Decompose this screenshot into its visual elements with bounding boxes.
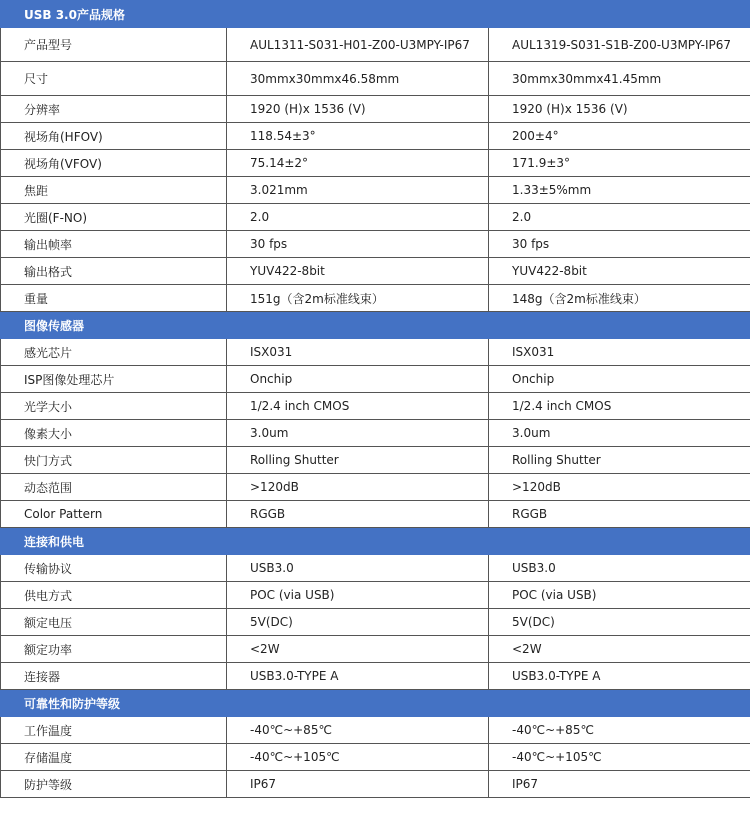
table-row <box>1 123 750 150</box>
spec-value-model-1: 30mmx30mmx46.58mm <box>227 62 489 96</box>
spec-value-model-1: Rolling Shutter <box>227 447 489 474</box>
spec-value-model-2: <2W <box>489 636 750 663</box>
table-row <box>1 285 750 312</box>
table-row <box>1 258 750 285</box>
table-row <box>1 771 750 798</box>
spec-label: 视场角(VFOV) <box>1 150 227 177</box>
table-row <box>1 231 750 258</box>
spec-label: 额定功率 <box>1 636 227 663</box>
table-row <box>1 96 750 123</box>
table-row <box>1 501 750 528</box>
spec-label: 光圈(F-NO) <box>1 204 227 231</box>
spec-value-model-2: POC (via USB) <box>489 582 750 609</box>
table-row <box>1 339 750 366</box>
spec-label: 尺寸 <box>1 62 227 96</box>
spec-label: 连接器 <box>1 663 227 690</box>
spec-label: 分辨率 <box>1 96 227 123</box>
spec-value-model-2: 1920 (H)x 1536 (V) <box>489 96 750 123</box>
table-row <box>1 420 750 447</box>
table-row <box>1 204 750 231</box>
spec-value-model-2: RGGB <box>489 501 750 528</box>
spec-value-model-2: 30mmx30mmx41.45mm <box>489 62 750 96</box>
spec-value-model-2: 171.9±3° <box>489 150 750 177</box>
table-row <box>1 717 750 744</box>
spec-value-model-2: 5V(DC) <box>489 609 750 636</box>
spec-value-model-2: ISX031 <box>489 339 750 366</box>
spec-value-model-2: -40℃~+105℃ <box>489 744 750 771</box>
spec-label: 供电方式 <box>1 582 227 609</box>
spec-value-model-1: 1/2.4 inch CMOS <box>227 393 489 420</box>
spec-label: 存储温度 <box>1 744 227 771</box>
table-row <box>1 636 750 663</box>
section-header <box>1 1 750 28</box>
spec-value-model-2: 148g（含2m标准线束） <box>489 285 750 312</box>
spec-value-model-1: <2W <box>227 636 489 663</box>
spec-value-model-1: YUV422-8bit <box>227 258 489 285</box>
spec-value-model-1: >120dB <box>227 474 489 501</box>
spec-label: 光学大小 <box>1 393 227 420</box>
spec-value-model-2: 30 fps <box>489 231 750 258</box>
spec-value-model-2: >120dB <box>489 474 750 501</box>
spec-value-model-2: 1.33±5%mm <box>489 177 750 204</box>
spec-value-model-2: -40℃~+85℃ <box>489 717 750 744</box>
spec-value-model-1: POC (via USB) <box>227 582 489 609</box>
section-header <box>1 312 750 339</box>
spec-value-model-2: 2.0 <box>489 204 750 231</box>
section-title: USB 3.0产品规格 <box>1 1 750 28</box>
spec-value-model-2: USB3.0-TYPE A <box>489 663 750 690</box>
spec-label: 输出帧率 <box>1 231 227 258</box>
spec-value-model-1: IP67 <box>227 771 489 798</box>
section-title: 可靠性和防护等级 <box>1 690 750 717</box>
spec-value-model-1: USB3.0-TYPE A <box>227 663 489 690</box>
spec-value-model-1: 5V(DC) <box>227 609 489 636</box>
table-row <box>1 177 750 204</box>
spec-value-model-2: IP67 <box>489 771 750 798</box>
table-row <box>1 366 750 393</box>
table-row <box>1 474 750 501</box>
spec-value-model-2: 3.0um <box>489 420 750 447</box>
spec-label: 焦距 <box>1 177 227 204</box>
spec-value-model-1: 3.021mm <box>227 177 489 204</box>
spec-value-model-1: 151g（含2m标准线束） <box>227 285 489 312</box>
spec-value-model-2: 200±4° <box>489 123 750 150</box>
table-row <box>1 663 750 690</box>
table-row <box>1 393 750 420</box>
spec-value-model-1: ISX031 <box>227 339 489 366</box>
spec-label: 防护等级 <box>1 771 227 798</box>
spec-label: 像素大小 <box>1 420 227 447</box>
section-title: 连接和供电 <box>1 528 750 555</box>
spec-value-model-1: 3.0um <box>227 420 489 447</box>
table-row <box>1 609 750 636</box>
spec-label: Color Pattern <box>1 501 227 528</box>
spec-label: ISP图像处理芯片 <box>1 366 227 393</box>
spec-value-model-1: -40℃~+105℃ <box>227 744 489 771</box>
section-header <box>1 690 750 717</box>
spec-label: 工作温度 <box>1 717 227 744</box>
spec-label: 感光芯片 <box>1 339 227 366</box>
spec-label: 输出格式 <box>1 258 227 285</box>
spec-value-model-1: 118.54±3° <box>227 123 489 150</box>
spec-label: 快门方式 <box>1 447 227 474</box>
table-row <box>1 150 750 177</box>
section-header <box>1 528 750 555</box>
spec-value-model-1: AUL1311-S031-H01-Z00-U3MPY-IP67 <box>227 28 489 62</box>
spec-value-model-1: 2.0 <box>227 204 489 231</box>
spec-value-model-1: 75.14±2° <box>227 150 489 177</box>
spec-value-model-2: 1/2.4 inch CMOS <box>489 393 750 420</box>
table-row <box>1 555 750 582</box>
spec-value-model-2: Rolling Shutter <box>489 447 750 474</box>
table-row <box>1 582 750 609</box>
spec-label: 传输协议 <box>1 555 227 582</box>
spec-value-model-2: Onchip <box>489 366 750 393</box>
spec-value-model-2: YUV422-8bit <box>489 258 750 285</box>
spec-value-model-1: -40℃~+85℃ <box>227 717 489 744</box>
spec-label: 视场角(HFOV) <box>1 123 227 150</box>
spec-label: 动态范围 <box>1 474 227 501</box>
table-row <box>1 744 750 771</box>
spec-value-model-1: 30 fps <box>227 231 489 258</box>
spec-value-model-2: AUL1319-S031-S1B-Z00-U3MPY-IP67 <box>489 28 750 62</box>
spec-value-model-1: 1920 (H)x 1536 (V) <box>227 96 489 123</box>
spec-value-model-2: USB3.0 <box>489 555 750 582</box>
table-row <box>1 447 750 474</box>
section-title: 图像传感器 <box>1 312 750 339</box>
table-row <box>1 28 750 62</box>
table-row <box>1 62 750 96</box>
spec-value-model-1: USB3.0 <box>227 555 489 582</box>
spec-label: 额定电压 <box>1 609 227 636</box>
spec-value-model-1: RGGB <box>227 501 489 528</box>
spec-label: 重量 <box>1 285 227 312</box>
spec-label: 产品型号 <box>1 28 227 62</box>
spec-value-model-1: Onchip <box>227 366 489 393</box>
